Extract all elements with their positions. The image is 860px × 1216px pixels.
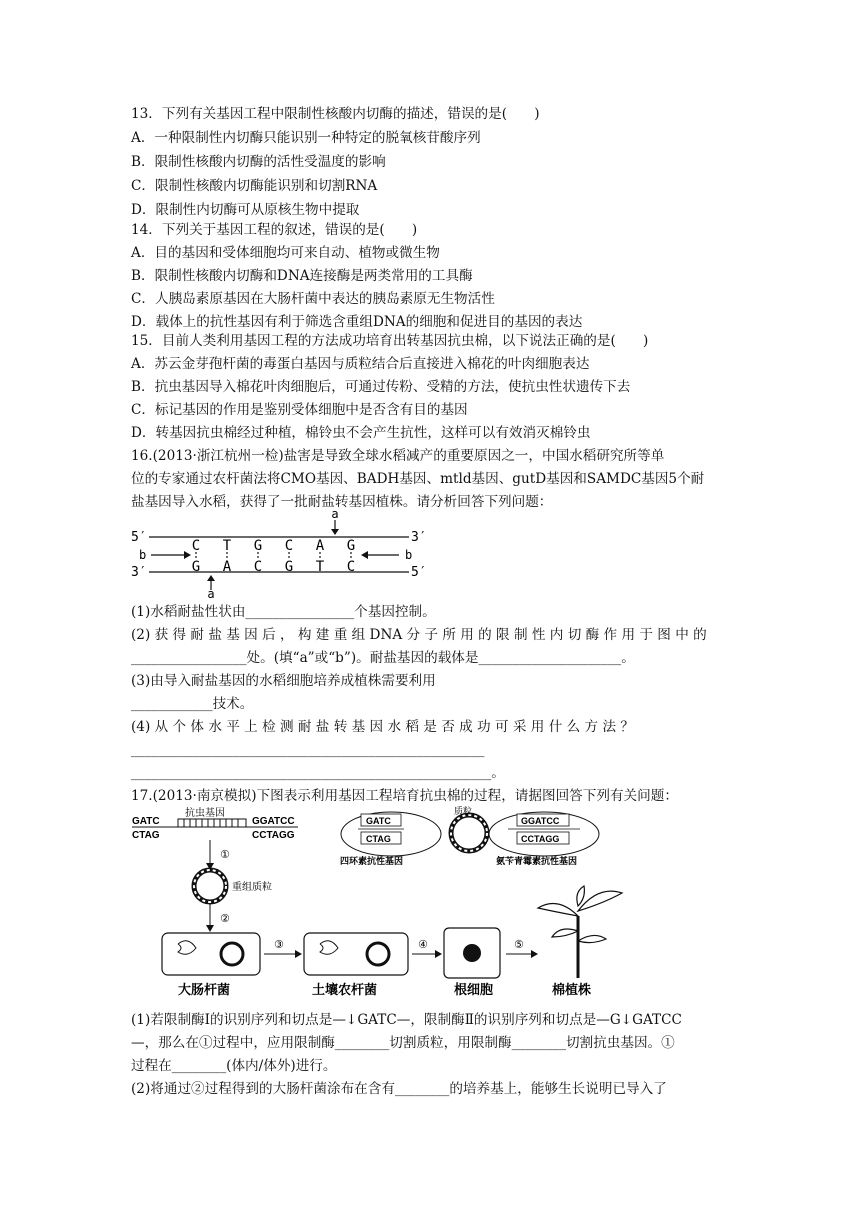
top-base-1: C bbox=[191, 538, 201, 554]
step3-label: ③ bbox=[274, 939, 284, 951]
q13-option-b: B．限制性核酸内切酶的活性受温度的影响 bbox=[131, 154, 386, 170]
callout-right-bottom: CCTAGG bbox=[521, 834, 560, 844]
q15-option-a: A．苏云金芽孢杆菌的毒蛋白基因与质粒结合后直接进入棉花的叶肉细胞表达 bbox=[131, 356, 590, 372]
right-bottom-seq: CCTAGG bbox=[252, 830, 295, 841]
arrow-a-bottom bbox=[207, 575, 215, 581]
root-cell-label: 根细胞 bbox=[454, 982, 494, 997]
bottom-base-2: A bbox=[222, 559, 232, 575]
q16-stem-line-2: 位的专家通过农杆菌法将CMO基因、BADH基因、mtld基因、gutD基因和SAMDC基因5个耐 bbox=[131, 471, 705, 487]
bottom-5prime-label: 5′ bbox=[411, 565, 427, 580]
step5-arrow bbox=[531, 950, 538, 958]
tet-gene-label: 四环素抗性基因 bbox=[340, 856, 404, 866]
q14-option-d: D．载体上的抗性基因有利于筛选含重组DNA的细胞和促进目的基因的表达 bbox=[131, 314, 583, 330]
hydrogen-bonds bbox=[196, 552, 351, 560]
step2-arrow bbox=[206, 925, 214, 932]
step4-label: ④ bbox=[418, 939, 428, 951]
q16-part-4-line-2: ____________________________________________________ bbox=[131, 742, 485, 758]
q14-stem: 14．下列关于基因工程的叙述，错误的是( ) bbox=[131, 222, 418, 238]
q16-part-1: (1)水稻耐盐性状由________________个基因控制。 bbox=[131, 604, 436, 620]
q15-stem: 15．目前人类利用基因工程的方法成功培育出转基因抗虫棉，以下说法正确的是( ) bbox=[131, 333, 649, 349]
dna-restriction-site-figure bbox=[131, 508, 431, 598]
agro-label: 土壤农杆菌 bbox=[312, 982, 378, 997]
left-top-seq: GATC bbox=[132, 816, 160, 827]
top-3prime-label: 3′ bbox=[411, 530, 427, 545]
q16-part-4-line-1: (4) 从 个 体 水 平 上 检 测 耐 盐 转 基 因 水 稻 是 否 成 功 可 采 用 什 么 方 法 ？ bbox=[131, 719, 634, 735]
q16-part-3-line-1: (3)由导入耐盐基因的水稻细胞培养成植株需要利用 bbox=[131, 673, 436, 689]
top-base-6: G bbox=[346, 538, 356, 554]
q13-option-c: C．限制性核酸内切酶能识别和切割RNA bbox=[131, 178, 378, 194]
top-5prime-label: 5′ bbox=[131, 530, 147, 545]
ecoli-label: 大肠杆菌 bbox=[178, 982, 231, 997]
cotton-plant-drawing bbox=[538, 886, 622, 978]
bottom-base-4: G bbox=[284, 559, 294, 575]
q17-part-1-line-3: 过程在________(体内/体外)进行。 bbox=[131, 1058, 337, 1074]
bottom-base-6: C bbox=[346, 559, 356, 575]
cotton-transgenic-process-figure bbox=[128, 806, 738, 1006]
arrow-a-top-label: a bbox=[331, 508, 339, 521]
q17-part-1-line-2: —，那么在①过程中，应用限制酶________切割质粒，用限制酶________切割抗虫基因。① bbox=[131, 1035, 675, 1051]
ecoli-box bbox=[162, 933, 260, 975]
q17-part-2-line-1: (2)将通过②过程得到的大肠杆菌涂布在含有________的培养基上，能够生长说明已导入了 bbox=[131, 1081, 667, 1097]
arrow-b-right bbox=[361, 551, 368, 559]
q16-stem-line-3: 盐基因导入水稻，获得了一批耐盐转基因植株。请分析回答下列问题： bbox=[131, 494, 553, 510]
bottom-3prime-label: 3′ bbox=[131, 565, 147, 580]
q14-option-a: A．目的基因和受体细胞均可来自动、植物或微生物 bbox=[131, 245, 440, 261]
top-base-4: C bbox=[284, 538, 294, 554]
step1-label: ① bbox=[220, 849, 230, 861]
step4-arrow bbox=[435, 950, 442, 958]
recombinant-label: 重组质粒 bbox=[232, 882, 272, 893]
arrow-b-left bbox=[184, 551, 191, 559]
agro-box bbox=[304, 933, 408, 975]
insect-gene-box bbox=[178, 819, 246, 827]
top-base-3: G bbox=[253, 538, 263, 554]
bottom-base-3: C bbox=[253, 559, 263, 575]
amp-gene-label: 氨苄青霉素抗性基因 bbox=[496, 856, 578, 866]
arrow-b-right-label: b bbox=[405, 548, 413, 562]
step5-label: ⑤ bbox=[514, 939, 524, 951]
top-base-5: A bbox=[315, 538, 325, 554]
q13-option-d: D．限制性内切酶可从原核生物中提取 bbox=[131, 202, 360, 218]
q15-option-c: C．标记基因的作用是鉴别受体细胞中是否含有目的基因 bbox=[131, 402, 468, 418]
arrow-b-left-label: b bbox=[139, 548, 147, 562]
plasmid-label: 质粒 bbox=[454, 806, 473, 816]
step2-label: ② bbox=[220, 913, 230, 925]
bottom-base-5: T bbox=[315, 559, 325, 575]
gene-label: 抗虫基因 bbox=[185, 808, 225, 819]
arrow-a-bottom-label: a bbox=[207, 587, 215, 598]
q14-option-c: C．人胰岛素原基因在大肠杆菌中表达的胰岛素原无生物活性 bbox=[131, 291, 495, 307]
q14-option-b: B．限制性核酸内切酶和DNA连接酶是两类常用的工具酶 bbox=[131, 268, 473, 284]
callout-left-top: GATC bbox=[366, 816, 391, 826]
arrow-a-top bbox=[331, 529, 339, 535]
q13-stem: 13．下列有关基因工程中限制性核酸内切酶的描述，错误的是( ) bbox=[131, 106, 540, 122]
callout-right-top: GGATCC bbox=[521, 816, 560, 826]
q16-part-4-line-3: _____________________________________________________。 bbox=[131, 765, 505, 781]
plant-label: 棉植株 bbox=[552, 982, 592, 997]
step3-arrow bbox=[295, 950, 302, 958]
root-cell-nucleus bbox=[463, 944, 481, 962]
left-bottom-seq: CTAG bbox=[132, 830, 160, 841]
q17-part-1-line-1: (1)若限制酶Ⅰ的识别序列和切点是—↓GATC—，限制酶Ⅱ的识别序列和切点是—G↓GATCC bbox=[131, 1012, 682, 1028]
q13-option-a: A．一种限制性内切酶只能识别一种特定的脱氧核苷酸序列 bbox=[131, 130, 481, 146]
top-base-2: T bbox=[222, 538, 232, 554]
right-top-seq: GGATCC bbox=[252, 816, 295, 827]
q17-stem: 17.(2013·南京模拟)下图表示利用基因工程培育抗虫棉的过程，请据图回答下列有关问题： bbox=[131, 788, 678, 804]
q16-part-3-line-2: ____________技术。 bbox=[131, 696, 254, 712]
q16-stem-line-1: 16.(2013·浙江杭州一检)盐害是导致全球水稻减产的重要原因之一，中国水稻研究所等单 bbox=[131, 448, 665, 464]
callout-left-bottom: CTAG bbox=[366, 834, 391, 844]
q15-option-b: B．抗虫基因导入棉花叶肉细胞后，可通过传粉、受精的方法，使抗虫性状遗传下去 bbox=[131, 379, 631, 395]
q16-part-2-line-2: _________________处。(填“a”或“b”)。耐盐基因的载体是_____________________。 bbox=[131, 650, 635, 666]
q15-option-d: D．转基因抗虫棉经过种植，棉铃虫不会产生抗性，这样可以有效消灭棉铃虫 bbox=[131, 425, 591, 441]
bottom-base-1: G bbox=[191, 559, 201, 575]
q16-part-2-line-1: (2) 获 得 耐 盐 基 因 后 ， 构 建 重 组 DNA 分 子 所 用 的 限 制 性 内 切 酶 作 用 于 图 中 的 bbox=[131, 627, 707, 643]
